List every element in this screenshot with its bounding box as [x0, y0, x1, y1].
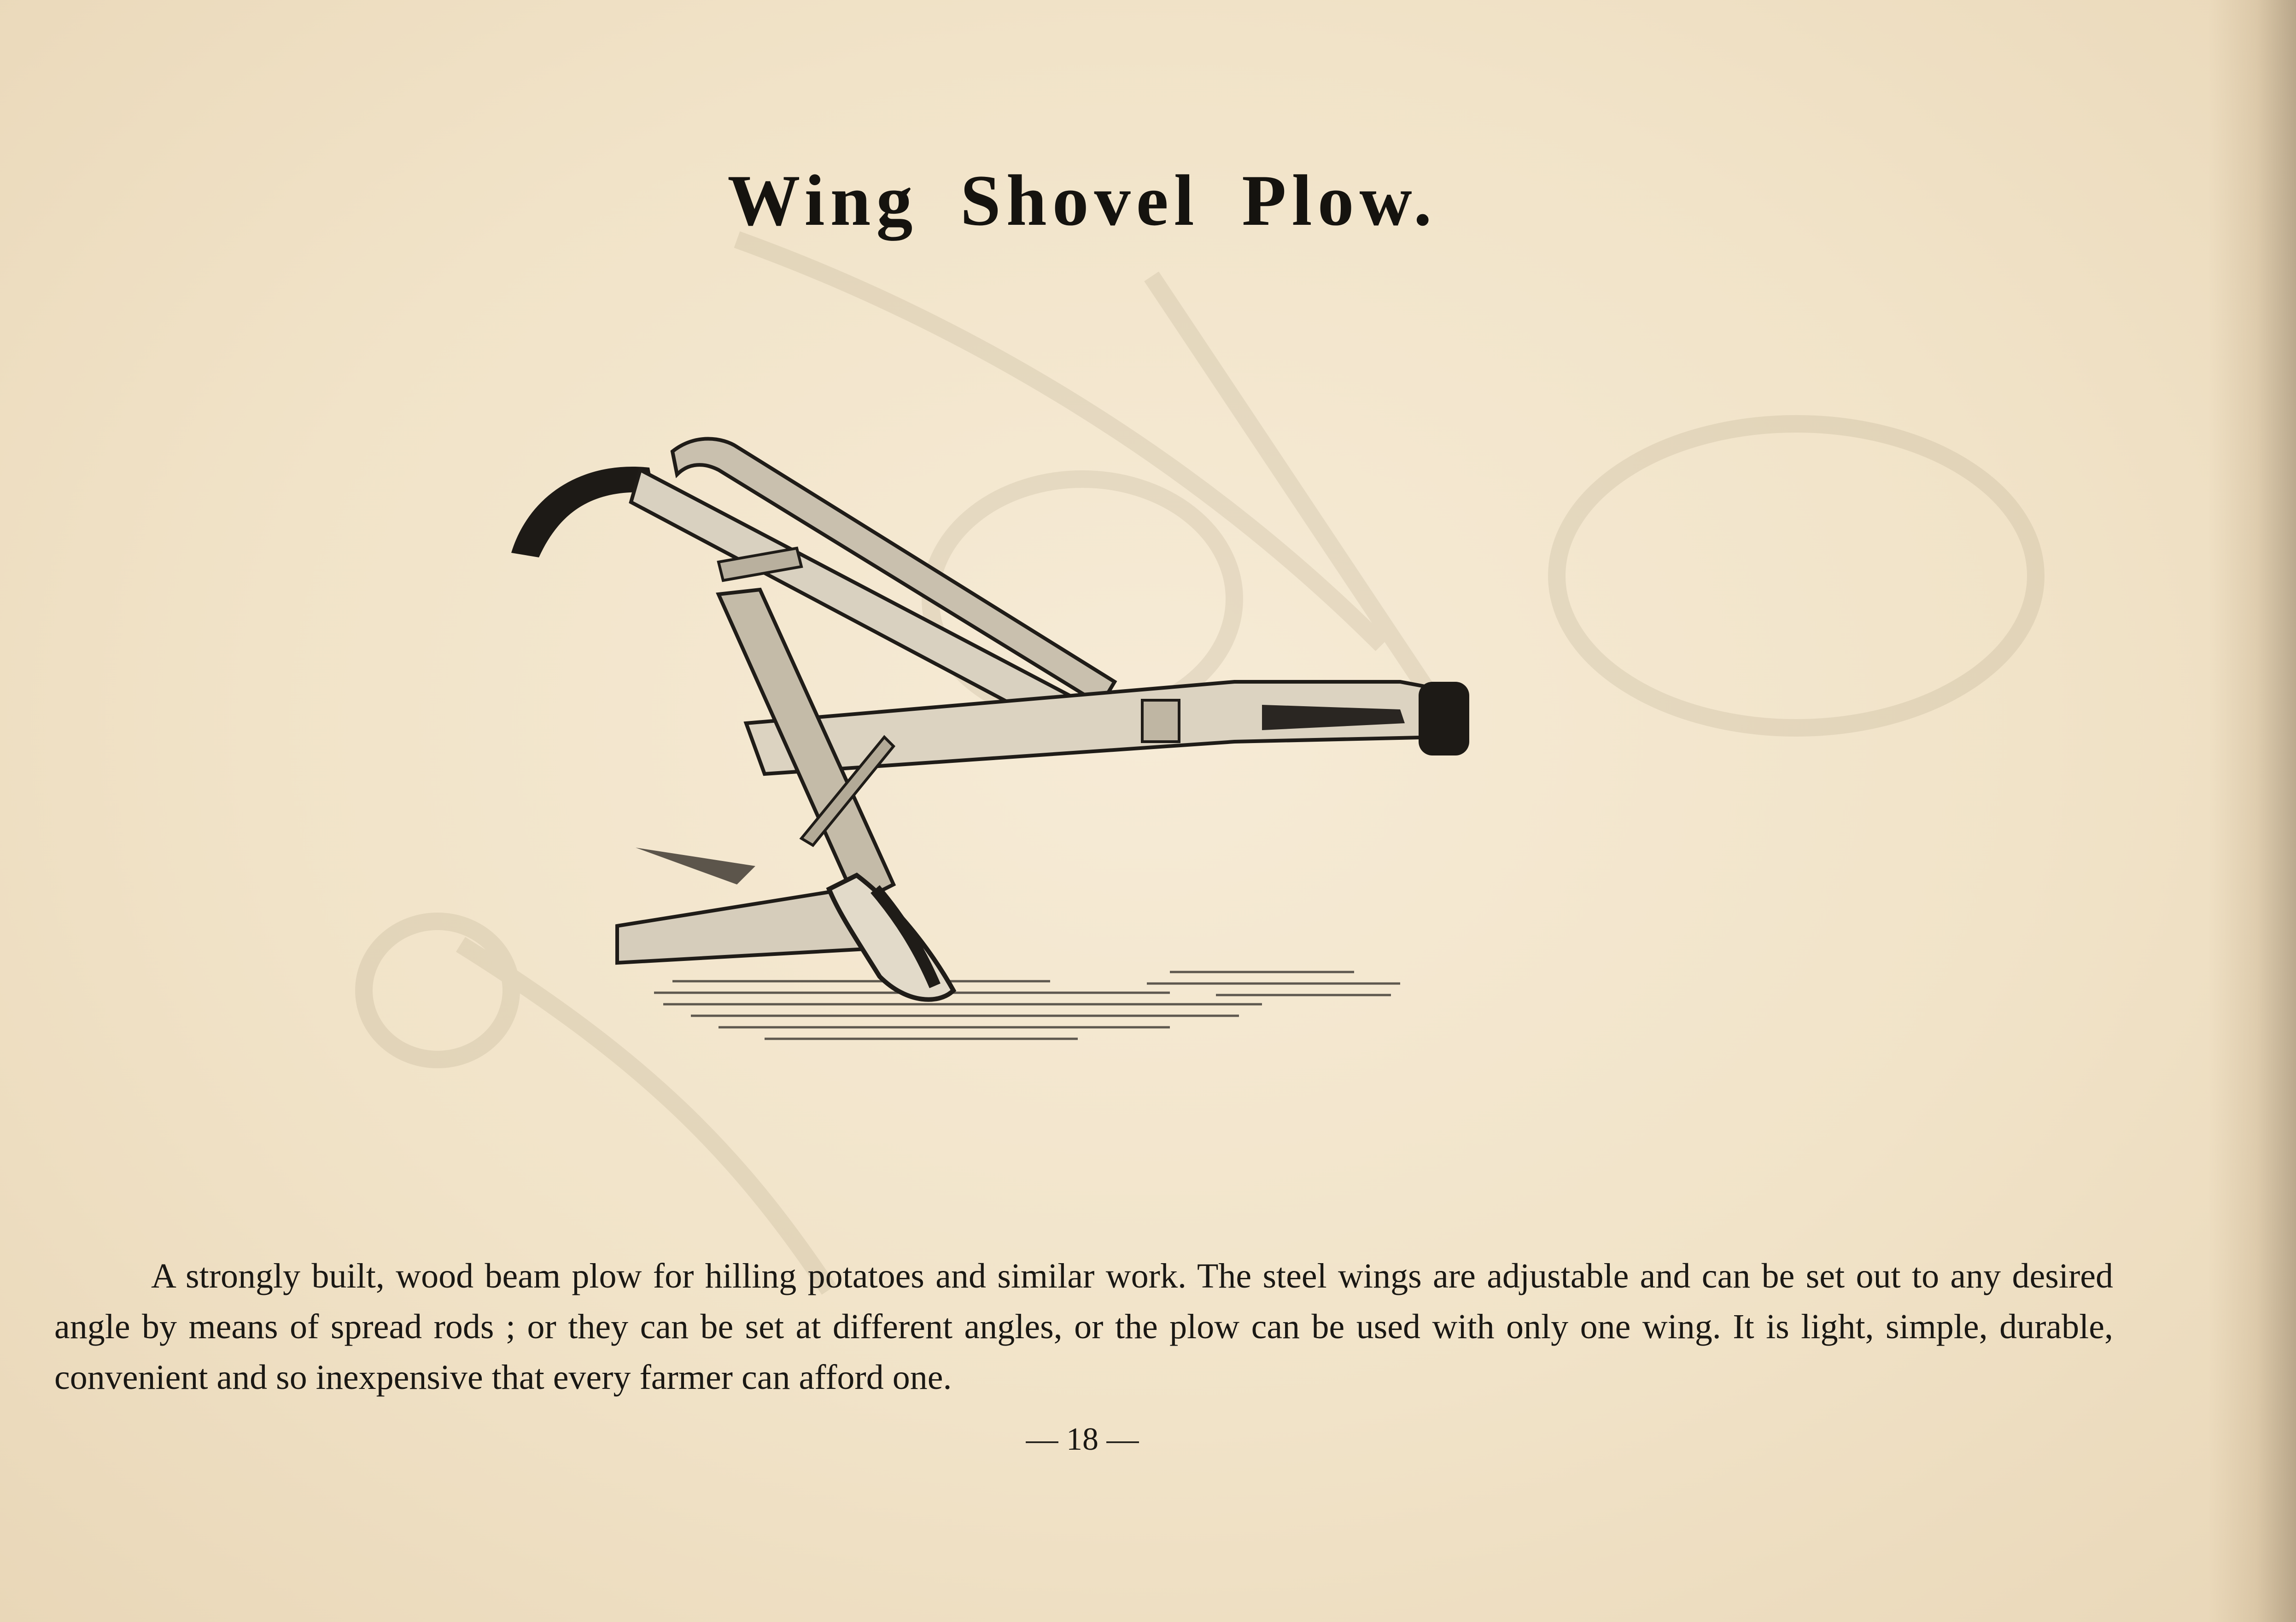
binding-gutter-shadow	[2208, 0, 2296, 1622]
plow-handles	[511, 439, 1115, 742]
ground-shading	[654, 972, 1400, 1039]
page-title: Wing Shovel Plow.	[727, 160, 1437, 241]
plow-wing-and-shovel	[617, 848, 953, 1000]
product-description: A strongly built, wood beam plow for hilling potatoes and similar work. The steel wings are adjustable and can be set out to any desired angle by means of spread rods ; or they can be set at different angles, or the plow can be used with only one wing. It is light, simple, durable, convenient and so inexpensive that every farmer can afford one.	[54, 1257, 2113, 1397]
plow-beam	[746, 682, 1469, 774]
plow-illustration	[479, 424, 1723, 1069]
page-number: — 18 —	[1026, 1422, 1139, 1457]
